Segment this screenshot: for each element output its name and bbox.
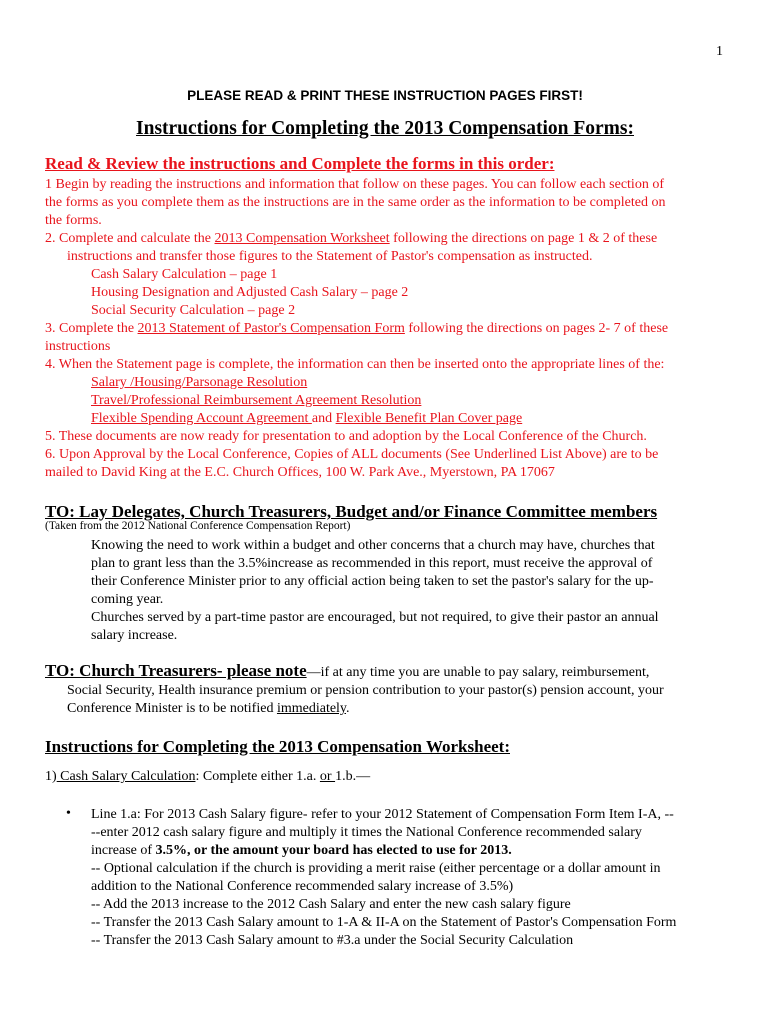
order-item-6-line-2: mailed to David King at the E.C. Church Offices, 100 W. Park Ave., Myerstown, PA 17067 (45, 465, 555, 480)
bullet-icon: • (66, 806, 71, 821)
flexible-benefit-link[interactable]: Flexible Benefit Plan Cover page (335, 411, 523, 426)
treasurers-heading: TO: Church Treasurers- please note (45, 661, 307, 680)
order-item-5: 5. These documents are now ready for presentation to and adoption by the Local Conference of the Church. (45, 429, 647, 444)
delegates-p1-line-4: coming year. (91, 592, 164, 607)
bullet-line-6: -- Add the 2013 increase to the 2012 Cash Salary and enter the new cash salary figure (91, 897, 571, 912)
delegates-p1-line-1: Knowing the need to work within a budget and other concerns that a church may have, churches that (91, 538, 655, 553)
bullet-line-3-text: increase of (91, 843, 156, 858)
order-item-4-line-1: 4. When the Statement page is complete, the information can then be inserted onto the appropriate lines of the: (45, 357, 665, 372)
order-item-2-line-2: instructions and transfer those figures to the Statement of Pastor's compensation as instructed. (67, 249, 593, 264)
step-number: 1) (45, 769, 57, 784)
order-item-2-sub-2: Housing Designation and Adjusted Cash Salary – page 2 (91, 285, 409, 300)
order-item-1-line-3: the forms. (45, 213, 102, 228)
cash-salary-calculation-label: Cash Salary Calculation (56, 769, 196, 784)
statement-form-link[interactable]: 2013 Statement of Pastor's Compensation Form (137, 321, 405, 336)
worksheet-heading: Instructions for Completing the 2013 Compensation Worksheet: (45, 737, 510, 756)
treasurers-line-3-end: . (346, 701, 350, 716)
step-instruction-end: 1.b.— (335, 769, 371, 784)
treasurers-line-1-text: —if at any time you are unable to pay salary, reimbursement, (306, 665, 650, 680)
delegates-source-note: (Taken from the 2012 National Conference Compensation Report) (45, 520, 351, 532)
bullet-line-1: Line 1.a: For 2013 Cash Salary figure- refer to your 2012 Statement of Compensation Form Item I-A, -- (91, 807, 674, 822)
order-item-6-line-1: 6. Upon Approval by the Local Conference, Copies of ALL documents (See Underlined List Above) are to be (45, 447, 659, 462)
order-item-3-text: 3. Complete the (45, 321, 138, 336)
page-number: 1 (716, 44, 723, 59)
banner-heading: PLEASE READ & PRINT THESE INSTRUCTION PAGES FIRST! (187, 88, 583, 103)
treasurers-line-3-text: Conference Minister is to be notified (67, 701, 277, 716)
order-item-3-text-end: following the directions on pages 2- 7 of these (404, 321, 669, 336)
delegates-heading: TO: Lay Delegates, Church Treasurers, Budget and/or Finance Committee members (45, 502, 658, 521)
flexible-spending-link[interactable]: Flexible Spending Account Agreement (91, 411, 312, 426)
bullet-line-3 (91, 842, 512, 860)
bullet-line-7: -- Transfer the 2013 Cash Salary amount to 1-A & II-A on the Statement of Pastor's Compensation Form (91, 915, 677, 930)
order-item-3-line-2: instructions (45, 339, 111, 354)
order-item-4-and: and (311, 411, 336, 426)
treasurers-line-3 (67, 700, 350, 718)
immediately-emphasis: immediately (276, 701, 347, 716)
travel-reimbursement-link[interactable]: Travel/Professional Reimbursement Agreement Resolution (91, 393, 422, 408)
order-item-4-links (91, 410, 522, 428)
delegates-p2-line-2: salary increase. (91, 628, 178, 643)
treasurers-line-1 (45, 661, 649, 682)
or-emphasis: or (319, 769, 336, 784)
bullet-line-4: -- Optional calculation if the church is providing a merit raise (either percentage or a dollar amount in (91, 861, 661, 876)
worksheet-step-1 (45, 768, 370, 786)
bullet-line-8: -- Transfer the 2013 Cash Salary amount to #3.a under the Social Security Calculation (91, 933, 574, 948)
page-title: Instructions for Completing the 2013 Compensation Forms: (136, 118, 634, 139)
delegates-p1-line-3: their Conference Minister prior to any official action being taken to set the pastor's salary for the up- (91, 574, 654, 589)
order-item-2-text: 2. Complete and calculate the (45, 231, 215, 246)
order-item-1-line-2: the forms as you complete them as the instructions are in the same order as the information to be completed on (45, 195, 666, 210)
order-item-3 (45, 320, 668, 338)
order-section-heading: Read & Review the instructions and Complete the forms in this order: (45, 154, 555, 173)
delegates-p2-line-1: Churches served by a part-time pastor are encouraged, but not required, to give their pastor an annual (91, 610, 659, 625)
order-item-2-sub-1: Cash Salary Calculation – page 1 (91, 267, 278, 282)
order-item-2-text-end: following the directions on page 1 & 2 of these (389, 231, 658, 246)
increase-amount-bold: 3.5%, or the amount your board has elected to use for 2013. (155, 843, 512, 858)
order-item-2-sub-3: Social Security Calculation – page 2 (91, 303, 296, 318)
treasurers-line-2: Social Security, Health insurance premium or pension contribution to your pastor(s) pension account, your (67, 683, 664, 698)
bullet-line-5: addition to the National Conference recommended salary increase of 3.5%) (91, 879, 514, 894)
order-item-1-line-1: 1 Begin by reading the instructions and information that follow on these pages. You can follow each section of (45, 177, 664, 192)
compensation-worksheet-link[interactable]: 2013 Compensation Worksheet (214, 231, 390, 246)
salary-housing-resolution-link[interactable]: Salary /Housing/Parsonage Resolution (91, 375, 308, 390)
bullet-line-2: --enter 2012 cash salary figure and multiply it times the National Conference recommended salary (91, 825, 642, 840)
order-item-2 (45, 230, 657, 248)
delegates-p1-line-2: plan to grant less than the 3.5%increase as recommended in this report, must receive the approval of (91, 556, 653, 571)
step-instruction: : Complete either 1.a. (195, 769, 320, 784)
